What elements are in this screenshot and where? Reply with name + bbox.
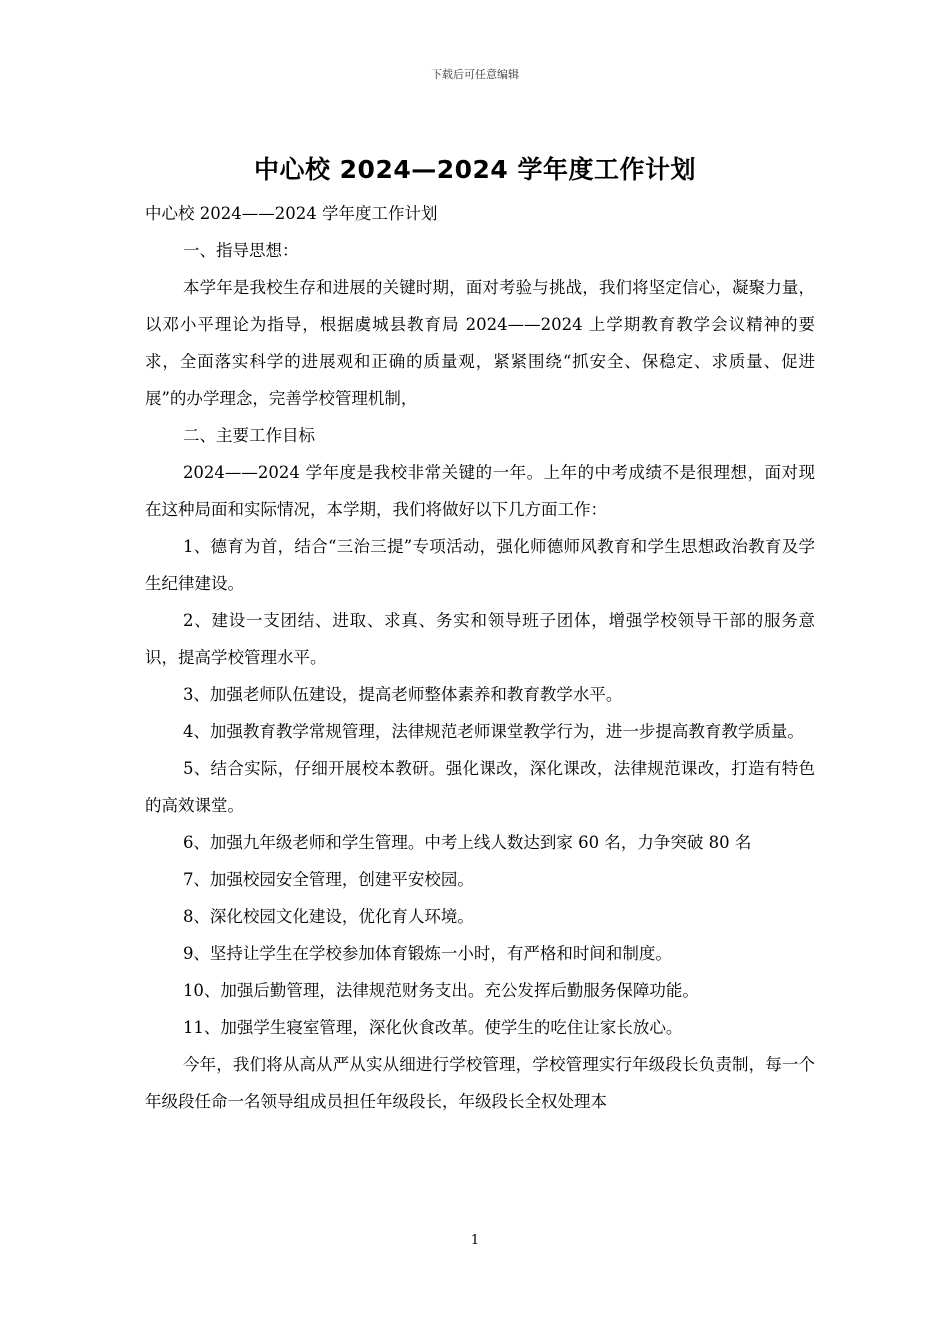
list-item-goal-2: 2、建设一支团结、进取、求真、务实和领导班子团体，增强学校领导干部的服务意识，提高学校管理水平。	[145, 611, 815, 667]
list-item-goal-10: 10、加强后勤管理，法律规范财务支出。充公发挥后勤服务保障功能。	[182, 981, 699, 1000]
paragraph-management: 今年，我们将从高从严从实从细进行学校管理，学校管理实行年级段长负责制，每一个年级段任命一名领导组成员担任年级段长，年级段长全权处理本	[145, 1055, 815, 1111]
section-heading-guiding-thought: 一、指导思想：	[182, 241, 299, 260]
paragraph-main-goals-intro: 2024——2024 学年度是我校非常关键的一年。上年的中考成绩不是很理想，面对现在这种局面和实际情况，本学期，我们将做好以下几方面工作：	[145, 463, 815, 519]
list-item-goal-9: 9、坚持让学生在学校参加体育锻炼一小时，有严格和时间和制度。	[182, 944, 672, 963]
list-item-goal-3: 3、加强老师队伍建设，提高老师整体素养和教育教学水平。	[182, 685, 623, 704]
list-item-goal-5: 5、结合实际，仔细开展校本教研。强化课改，深化课改，法律规范课改，打造有特色的高效课堂。	[145, 759, 815, 815]
list-item-goal-6: 6、加强九年级老师和学生管理。中考上线人数达到家 60 名，力争突破 80 名	[182, 833, 752, 852]
document-body	[145, 195, 815, 1120]
subtitle-line: 中心校 2024——2024 学年度工作计划	[145, 204, 438, 223]
header-note: 下载后可任意编辑	[431, 68, 519, 81]
list-item-goal-4: 4、加强教育教学常规管理，法律规范老师课堂教学行为，进一步提高教育教学质量。	[182, 722, 804, 741]
page-number: 1	[470, 1233, 480, 1248]
list-item-goal-8: 8、深化校园文化建设，优化育人环境。	[182, 907, 474, 926]
section-heading-main-goals: 二、主要工作目标	[182, 426, 315, 445]
list-item-goal-7: 7、加强校园安全管理，创建平安校园。	[182, 870, 474, 889]
list-item-goal-11: 11、加强学生寝室管理，深化伙食改革。使学生的吃住让家长放心。	[182, 1018, 683, 1037]
document-title: 中心校 2024—2024 学年度工作计划	[253, 155, 697, 184]
list-item-goal-1: 1、德育为首，结合“三治三提”专项活动，强化师德师风教育和学生思想政治教育及学生纪律建设。	[145, 537, 815, 593]
paragraph-guiding-thought: 本学年是我校生存和进展的关键时期，面对考验与挑战，我们将坚定信心，凝聚力量，以邓小平理论为指导，根据虞城县教育局 2024——2024 上学期教育教学会议精神的要求，全面落实科学的进展观和正确的质量观，紧紧围绕“抓安全、保稳定、求质量、促进展”的办学理念，完善学校管理机制，	[145, 278, 815, 408]
